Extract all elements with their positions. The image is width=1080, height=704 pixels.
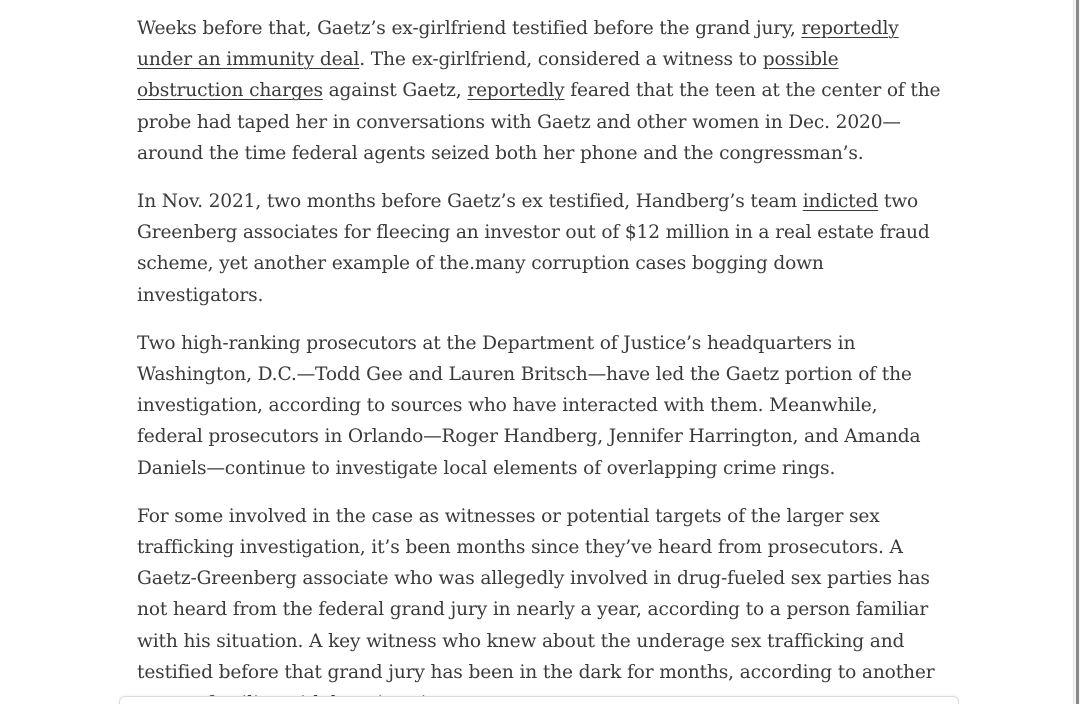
link-reportedly[interactable]: reportedly <box>467 80 565 102</box>
paragraph-text: against Gaetz, <box>322 80 468 102</box>
next-card-edge <box>119 696 959 704</box>
paragraph-text: . The ex-girlfriend, considered a witness to <box>359 49 763 71</box>
scrollbar-thumb[interactable] <box>1076 0 1079 704</box>
paragraph-text: In Nov. 2021, two months before Gaetz’s ex testified, Handberg’s team <box>137 191 803 213</box>
scrollbar[interactable] <box>1073 0 1080 704</box>
link-indicted[interactable]: indicted <box>802 191 879 213</box>
article-body <box>137 13 947 704</box>
paragraph-prosecutors: Two high-ranking prosecutors at the Department of Justice’s headquarters in Washington, D.C.—Todd Gee and Lauren Britsch—have led the Gaetz portion of the investigation, according to sources who have interacted with them. Meanwhile, federal prosecutors in Orlando—Roger Handberg, Jennifer Harrington, and Amanda Daniels—continue to investigate local elements of overlapping crime rings. <box>137 332 921 479</box>
link-reportedly-under-an-immunity-deal[interactable]: reportedly under an immunity deal <box>137 18 899 71</box>
paragraph-text: Weeks before that, Gaetz’s ex-girlfriend testified before the grand jury, <box>137 18 802 39</box>
paragraph-ex-girlfriend-testimony <box>137 13 947 169</box>
paragraph-greenberg-associates-indicted <box>137 186 947 311</box>
paragraph-text: two Greenberg associates for fleecing an investor out of $12 million in a real estate fraud scheme, yet another example of the.many corruption cases bogging down investigators. <box>137 191 930 306</box>
paragraph-witnesses-in-the-dark: For some involved in the case as witnesses or potential targets of the larger sex trafficking investigation, it’s been months since they’ve heard from prosecutors. A Gaetz-Greenberg associate who was allegedly involved in drug-fueled sex parties has not heard from the federal grand jury in nearly a year, according to a person familiar with his situation. A key witness who knew about the underage sex trafficking and testified before that grand jury has been in the dark for months, according to another <box>137 505 935 683</box>
paragraph-text: feared that the teen at the center of the probe had taped her in conversations with Gaetz and other women in Dec. 2020—around the time federal agents seized both her phone and the congressman’s. <box>137 80 941 164</box>
link-possible-obstruction-charges[interactable]: possible obstruction charges <box>137 49 839 102</box>
